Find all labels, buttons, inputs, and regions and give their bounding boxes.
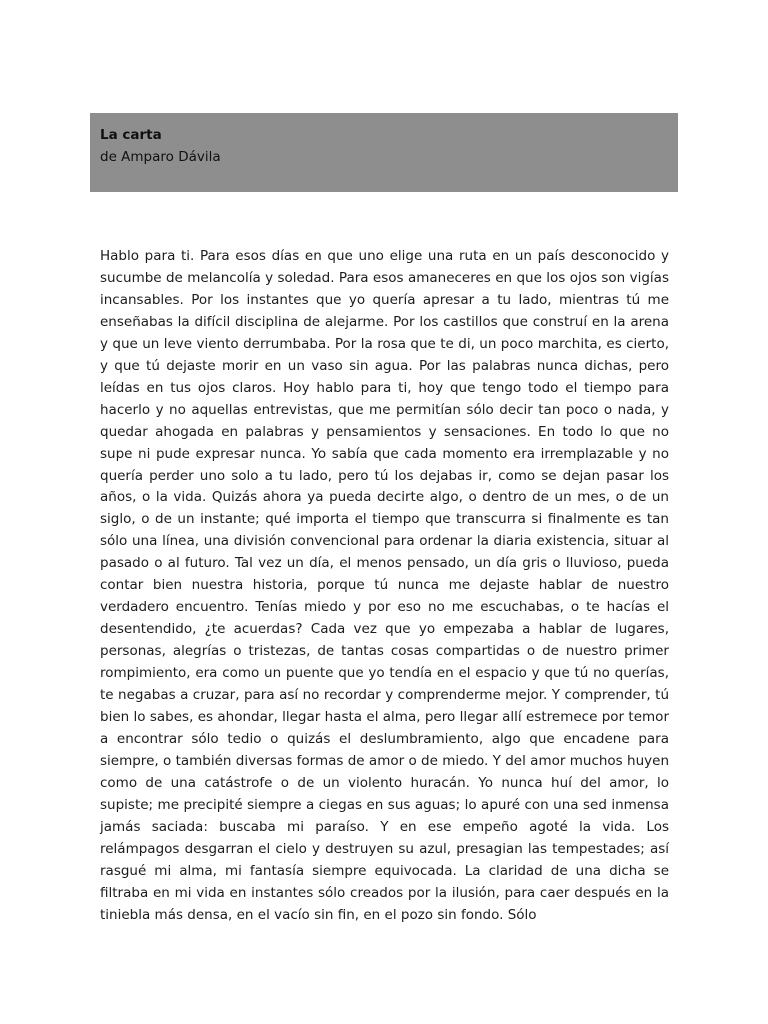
body-paragraph: Hablo para ti. Para esos días en que uno elige una ruta en un país desconocido y sucumbe de melancolía y soledad. Para esos amaneceres en que los ojos son vigías incansables. Por los instantes que yo quería apresar a tu lado, mientras tú me enseñabas la difícil disciplina de alejarme. Por los castillos que construí en la arena y que un leve viento derrumbaba. Por la rosa que te di, un poco marchita, es cierto, y que tú dejaste morir en un vaso sin agua. Por las palabras nunca dichas, pero leídas en tus ojos claros. Hoy hablo para ti, hoy que tengo todo el tiempo para hacerlo y no aquellas entrevistas, que me permitían sólo decir tan poco o nada, y quedar ahogada en palabras y pensamientos y sensaciones. En todo lo que no supe ni pude expresar nunca. Yo sabía que cada momento era irremplazable y no quería perder uno solo a tu lado, pero tú los dejabas ir, como se dejan pasar los años, o la vida. Quizás ahora ya pueda decirte algo, o dentro de un mes, o de un siglo, o de un instante; qué importa el tiempo que transcurra si finalmente es tan sólo una línea, una división convencional para ordenar la diaria existencia, situar al pasado o al futuro. Tal vez un día, el menos pensado, un día gris o lluvioso, pueda contar bien nuestra historia, porque tú nunca me dejaste hablar de nuestro verdadero encuentro. Tenías miedo y por eso no me escuchabas, o te hacías el desentendido, ¿te acuerdas? Cada vez que yo empezaba a hablar de lugares, personas, alegrías o tristezas, de tantas cosas compartidas o de nuestro primer rompimiento, era como un puente que yo tendía en el espacio y que tú no querías, te negabas a cruzar, para así no recordar y comprenderme mejor. Y comprender, tú bien lo sabes, es ahondar, llegar hasta el alma, pero llegar allí estremece por temor a encontrar sólo tedio o quizás el deslumbramiento, algo que encadene para siempre, o también diversas formas de amor o de miedo. Y del amor muchos huyen como de una catástrofe o de un violento huracán. Yo nunca huí del amor, lo supiste; me precipité siempre a ciegas en sus aguas; lo apuré con una sed inmensa jamás saciada: buscaba mi paraíso. Y en ese empeño agoté la vida. Los relámpagos desgarran el cielo y destruyen su azul, presagian las tempestades; así rasgué mi alma, mi fantasía siempre equivocada. La claridad de una dicha se filtraba en mi vida en instantes sólo creados por la ilusión, para caer después en la tiniebla más densa, en el vacío sin fin, en el pozo sin fondo. Sólo — [100, 248, 669, 923]
document-author: de Amparo Dávila — [100, 149, 221, 165]
title-block — [90, 113, 678, 192]
document-title: La carta — [100, 127, 162, 143]
